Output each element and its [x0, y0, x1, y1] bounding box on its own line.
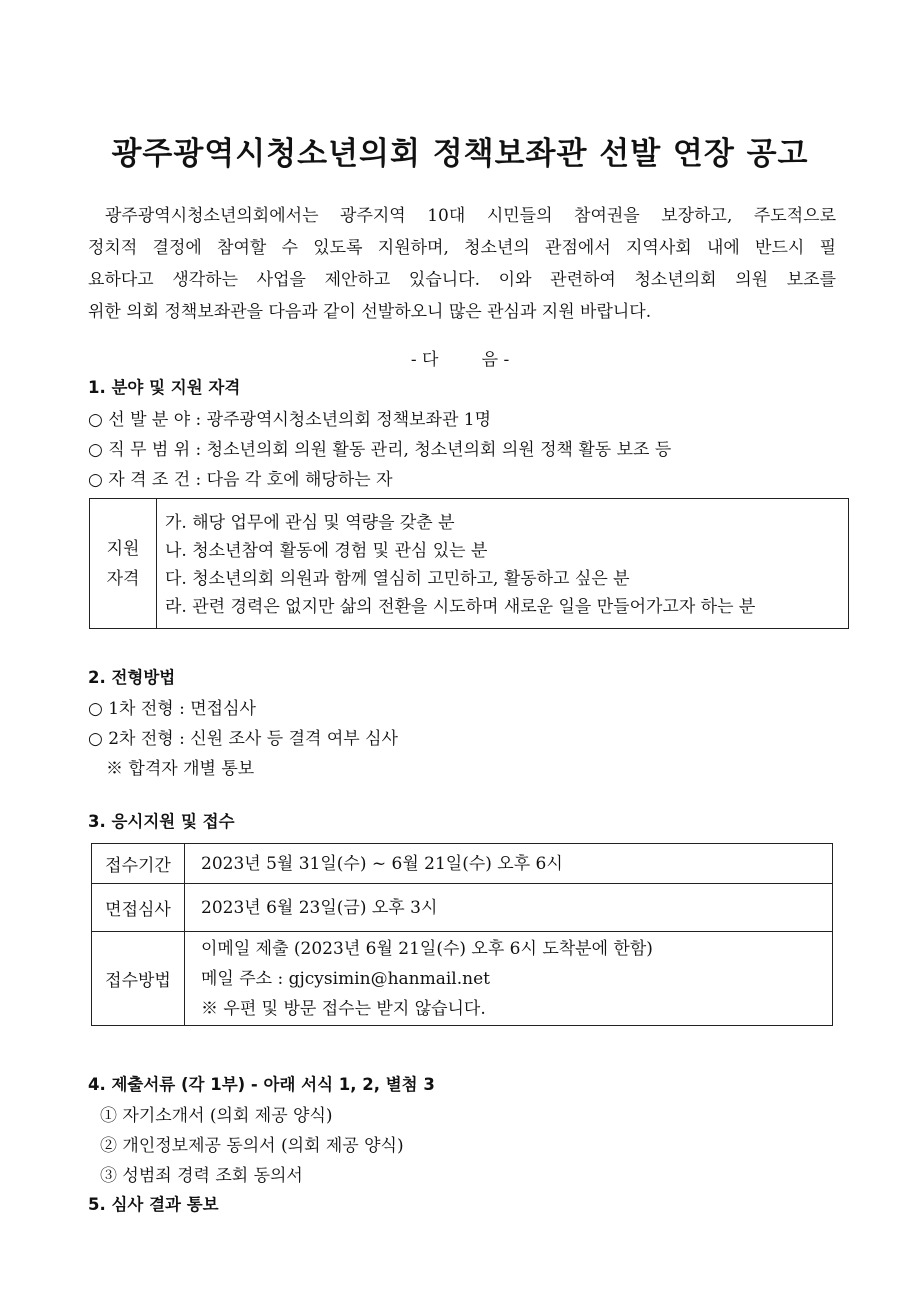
row-value: 2023년 5월 31일(수) ~ 6월 21일(수) 오후 6시 [185, 844, 833, 884]
section-4-item: ② 개인정보제공 동의서 (의회 제공 양식) [100, 1136, 404, 1156]
table-row [92, 844, 833, 884]
qualification-item: 다. 청소년의회 의원과 함께 열심히 고민하고, 활동하고 싶은 분 [165, 568, 630, 589]
row-label: 접수기간 [92, 844, 185, 884]
intro-line: 정치적 결정에 참여할 수 있도록 지원하며, 청소년의 관점에서 지역사회 내에 반드시 필 [88, 238, 836, 258]
section-1-item: ○ 자 격 조 건 : 다음 각 호에 해당하는 자 [88, 470, 393, 490]
section-2-note: ※ 합격자 개별 통보 [106, 759, 255, 779]
row-value [185, 932, 833, 1026]
section-5-heading: 5. 심사 결과 통보 [88, 1195, 219, 1214]
intro-line: 위한 의회 정책보좌관을 다음과 같이 선발하오니 많은 관심과 지원 바랍니다. [88, 302, 652, 322]
qualification-item: 라. 관련 경력은 없지만 삶의 전환을 시도하며 새로운 일을 만들어가고자 하는 분 [165, 596, 756, 617]
section-2-heading: 2. 전형방법 [88, 668, 176, 687]
section-4-heading: 4. 제출서류 (각 1부) - 아래 서식 1, 2, 별첨 3 [88, 1075, 435, 1094]
section-3-heading: 3. 응시지원 및 접수 [88, 812, 235, 831]
section-2-item: ○ 2차 전형 : 신원 조사 등 결격 여부 심사 [88, 729, 398, 749]
application-table [91, 843, 833, 1026]
qualification-item: 나. 청소년참여 활동에 경험 및 관심 있는 분 [165, 540, 488, 561]
row-label: 면접심사 [92, 884, 185, 932]
qualification-label-line: 지원 [106, 538, 140, 559]
row-label: 접수방법 [92, 932, 185, 1026]
section-4-item: ① 자기소개서 (의회 제공 양식) [100, 1106, 333, 1126]
intro-paragraph [88, 200, 836, 328]
qualification-table [89, 498, 849, 629]
table-row [92, 932, 833, 1026]
separator-heading: - 다 음 - [410, 350, 510, 370]
intro-line: 광주광역시청소년의회에서는 광주지역 10대 시민들의 참여권을 보장하고, 주도적으로 [105, 206, 836, 226]
qualification-label [90, 499, 157, 629]
section-2-item: ○ 1차 전형 : 면접심사 [88, 699, 256, 719]
section-1-item: ○ 선 발 분 야 : 광주광역시청소년의회 정책보좌관 1명 [88, 410, 492, 430]
qualification-label-line: 자격 [106, 568, 140, 589]
intro-line: 요하다고 생각하는 사업을 제안하고 있습니다. 이와 관련하여 청소년의회 의원 보조를 [88, 270, 836, 290]
table-row [92, 884, 833, 932]
row-value-line: ※ 우편 및 방문 접수는 받지 않습니다. [201, 998, 486, 1019]
section-1-item: ○ 직 무 범 위 : 청소년의회 의원 활동 관리, 청소년의회 의원 정책 활동 보조 등 [88, 440, 672, 460]
page-title: 광주광역시청소년의회 정책보좌관 선발 연장 공고 [111, 136, 809, 172]
row-value: 2023년 6월 23일(금) 오후 3시 [185, 884, 833, 932]
section-1-heading: 1. 분야 및 지원 자격 [88, 378, 241, 397]
qualification-list [157, 499, 849, 629]
section-4-item: ③ 성범죄 경력 조회 동의서 [100, 1166, 303, 1186]
row-value-line: 이메일 제출 (2023년 6월 21일(수) 오후 6시 도착분에 한함) [201, 938, 653, 959]
qualification-item: 가. 해당 업무에 관심 및 역량을 갖춘 분 [165, 512, 455, 533]
row-value-line: 메일 주소 : gjcysimin@hanmail.net [201, 968, 490, 989]
